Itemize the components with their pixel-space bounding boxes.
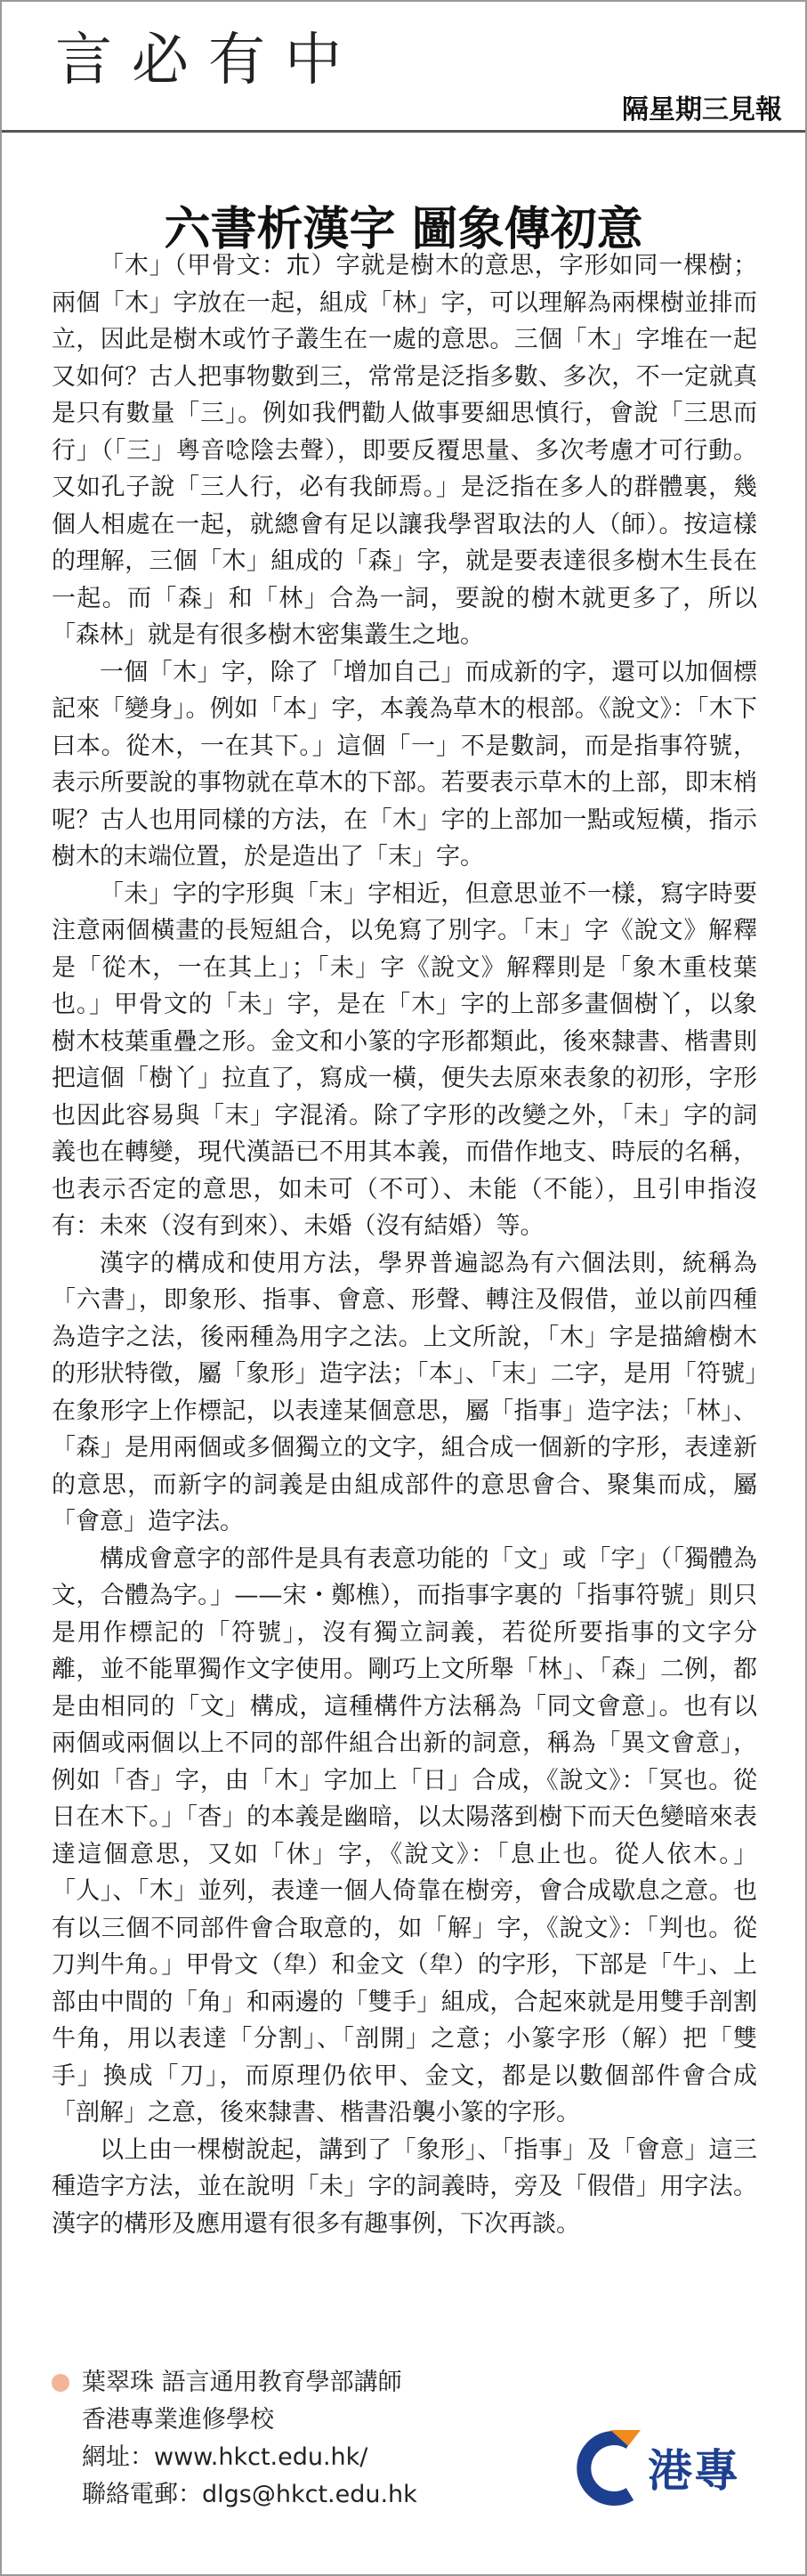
publication-schedule: 隔星期三見報 — [622, 94, 782, 126]
paragraph-2: 一個「木」字，除了「增加自己」而成新的字，還可以加個標記來「變身」。例如「本」字，本義為草木的根部。《說文》：「木下曰本。從木，一在其下。」這個「一」不是數詞，而是指事符號，表示所要說的事物就在草木的下部。若要表示草木的上部，即末梢呢？古人也用同樣的方法，在「木」字的上部加一點或短橫，指示樹木的末端位置，於是造出了「末」字。 — [52, 658, 757, 871]
header-divider — [2, 130, 805, 133]
paragraph-6: 以上由一棵樹說起，講到了「象形」、「指事」及「會意」這三種造字方法，並在說明「未」字的詞義時，旁及「假借」用字法。漢字的構形及應用還有很多有趣事例，下次再談。 — [52, 2135, 757, 2238]
paragraph-4: 漢字的構成和使用方法，學界普遍認為有六個法則，統稱為「六書」，即象形、指事、會意、形聲、轉注及假借，並以前四種為造字之法，後兩種為用字之法。上文所說，「木」字是描繪樹木的形狀特徵，屬「象形」造字法；「本」、「末」二字，是用「符號」在象形字上作標記，以表達某個意思，屬「指事」造字法；「林」、「森」是用兩個或多個獨立的文字，組合成一個新的字形，表達新的意思，而新字的詞義是由組成部件的意思會合、聚集而成，屬「會意」造字法。 — [52, 1249, 757, 1535]
website-link[interactable]: 網址：www.hkct.edu.hk/ — [82, 2443, 368, 2471]
article-headline: 六書析漢字 圖象傳初意 — [164, 202, 643, 256]
paragraph-3: 「未」字的字形與「末」字相近，但意思並不一樣，寫字時要注意兩個橫畫的長短組合，以免寫了別字。「末」字《說文》解釋是「從木，一在其上」；「未」字《說文》解釋則是「象木重枝葉也。」甲骨文的「未」字，是在「木」字的上部多畫個樹丫，以象樹木枝葉重疊之形。金文和小篆的字形都類此，後來隸書、楷書則把這個「樹丫」拉直了，寫成一橫，便失去原來表象的初形，字形也因此容易與「末」字混淆。除了字形的改變之外，「未」字的詞義也在轉變，現代漢語已不用其本義，而借作地支、時辰的名稱，也表示否定的意思，如未可（不可）、未能（不能），且引申指沒有：未來（沒有到來）、未婚（沒有結婚）等。 — [52, 879, 757, 1240]
paragraph-1: 「木」（甲骨文：𣎳）字就是樹木的意思，字形如同一棵樹；兩個「木」字放在一起，組成「林」字，可以理解為兩棵樹並排而立，因此是樹木或竹子叢生在一處的意思。三個「木」字堆在一起又如何？古人把事物數到三，常常是泛指多數、多次，不一定就真是只有數量「三」。例如我們勸人做事要細思慎行，會說「三思而行」（「三」粵音唸陰去聲），即要反覆思量、多次考慮才可行動。又如孔子說「三人行，必有我師焉。」是泛指在多人的群體裏，幾個人相處在一起，就總會有足以讓我學習取法的人（師）。按這樣的理解，三個「木」組成的「森」字，就是要表達很多樹木生長在一起。而「森」和「林」合為一詞，要說的樹木就更多了，所以「森林」就是有很多樹木密集叢生之地。 — [52, 252, 757, 649]
email-link[interactable]: 聯絡電郵：dlgs@hkct.edu.hk — [82, 2481, 417, 2508]
column-header — [2, 2, 805, 98]
article-body — [52, 247, 757, 2242]
author-name: 葉翠珠 語言通用教育學部講師 — [82, 2369, 402, 2396]
bullet-dot-icon — [52, 2374, 69, 2392]
author-info — [52, 2364, 417, 2514]
paragraph-5: 構成會意字的部件是具有表意功能的「文」或「字」（「獨體為文，合體為字。」——宋・鄭樵），而指事字裏的「指事符號」則只是用作標記的「符號」，沒有獨立詞義，若從所要指事的文字分離，並不能單獨作文字使用。剛巧上文所舉「林」、「森」二例，都是由相同的「文」構成，這種構件方法稱為「同文會意」。也有以兩個或兩個以上不同的部件組合出新的詞意，稱為「異文會意」，例如「杳」字，由「木」字加上「日」合成，《說文》：「冥也。從日在木下。」「杳」的本義是幽暗，以太陽落到樹下而天色變暗來表達這個意思，又如「休」字，《說文》：「息止也。從人依木。」「人」、「木」並列，表達一個人倚靠在樹旁，會合成歇息之意。也有以三個不同部件會合取意的，如「解」字，《說文》：「判也。從刀判牛角。」甲骨文（𧢻）和金文（𧢻）的字形，下部是「牛」、上部由中間的「角」和兩邊的「雙手」組成，合起來就是用雙手剖割牛角，用以表達「分割」、「剖開」之意；小篆字形（解）把「雙手」換成「刀」，而原理仍依甲、金文，都是以數個部件會合成「剖解」之意，後來隸書、楷書沿襲小篆的字形。 — [52, 1544, 757, 2126]
hkct-c-logo-icon — [575, 2423, 646, 2512]
column-title: 言必有中 — [55, 28, 361, 93]
hkct-logo — [575, 2423, 762, 2512]
institution-name: 香港專業進修學校 — [82, 2406, 274, 2434]
logo-text: 港專 — [648, 2445, 740, 2497]
author-row — [52, 2364, 417, 2402]
